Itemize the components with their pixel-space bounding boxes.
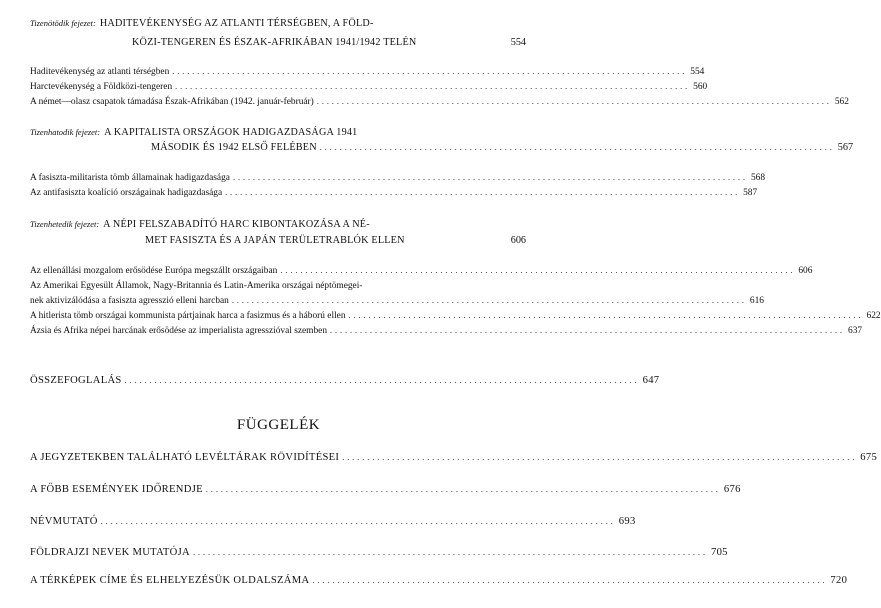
toc-entry[interactable] bbox=[30, 296, 764, 306]
chapter-title: MÁSODIK ÉS 1942 ELSŐ FELÉBEN bbox=[151, 142, 317, 153]
dot-leader: ....................................................................................................... bbox=[232, 173, 748, 182]
chapter-title: A KAPITALISTA ORSZÁGOK HADIGAZDASÁGA 1941 bbox=[104, 127, 358, 138]
appendix-title: FÜGGELÉK bbox=[236, 417, 321, 433]
dot-leader: ....................................................................................................... bbox=[175, 82, 691, 91]
toc-entry[interactable] bbox=[30, 266, 813, 276]
chapter-label: Tizenötödik fejezet: bbox=[30, 18, 96, 28]
page-number: 622 bbox=[866, 311, 881, 321]
page-number: 705 bbox=[710, 547, 728, 558]
toc-entry[interactable] bbox=[30, 547, 728, 558]
toc-entry[interactable] bbox=[30, 575, 848, 586]
chapter-title: A NÉPI FELSZABADÍTÓ HARC KIBONTAKOZÁSA A NÉ- bbox=[103, 219, 370, 230]
page-number: 562 bbox=[834, 97, 849, 107]
dot-leader: ....................................................................................................... bbox=[192, 548, 708, 557]
toc-entry[interactable] bbox=[30, 82, 708, 92]
chapter-heading-line1 bbox=[30, 127, 526, 138]
dot-leader: ....................................................................................................... bbox=[330, 326, 846, 335]
toc-entry[interactable] bbox=[30, 67, 705, 77]
entry-title: A fasiszta-militarista tömb államainak hadigazdasága bbox=[30, 173, 230, 183]
entry-title: Az ellenállási mozgalom erősödése Európa megszállt országaiban bbox=[30, 266, 278, 276]
entry-title: NÉVMUTATÓ bbox=[30, 516, 98, 527]
dot-leader: ....................................................................................................... bbox=[172, 67, 688, 76]
entry-title: Az Amerikai Egyesült Államok, Nagy-Britannia és Latin-Amerika országai néptömegei- bbox=[30, 281, 363, 291]
entry-title: A hitlerista tömb országai kommunista pártjainak harca a fasizmus és a háború ellen bbox=[30, 311, 346, 321]
page-number: 560 bbox=[693, 82, 708, 92]
dot-leader: ....................................................................................................... bbox=[319, 143, 835, 152]
toc-entry[interactable] bbox=[30, 326, 863, 336]
entry-title: Haditevékenység az atlanti térségben bbox=[30, 67, 170, 77]
dot-leader: ....................................................................................................... bbox=[280, 266, 796, 275]
page-number: 637 bbox=[848, 326, 863, 336]
page-number: 606 bbox=[798, 266, 813, 276]
chapter-heading-line2 bbox=[132, 37, 526, 48]
toc-entry[interactable] bbox=[30, 516, 636, 527]
page-number: 675 bbox=[860, 452, 878, 463]
dot-leader: ....................................................................................................... bbox=[348, 311, 864, 320]
chapter-label: Tizenhatodik fejezet: bbox=[30, 127, 101, 137]
entry-title: A JEGYZETEKBEN TALÁLHATÓ LEVÉLTÁRAK RÖVIDÍTÉSEI bbox=[30, 452, 340, 463]
page-number: 587 bbox=[743, 188, 758, 198]
page-number: 568 bbox=[750, 173, 765, 183]
page-number: 676 bbox=[723, 484, 741, 495]
toc-entry[interactable] bbox=[30, 188, 758, 198]
dot-leader: ....................................................................................................... bbox=[205, 485, 721, 494]
dot-leader: ....................................................................................................... bbox=[231, 296, 747, 305]
dot-leader: ....................................................................................................... bbox=[312, 576, 828, 585]
page-number: 606 bbox=[510, 235, 526, 246]
page-number: 693 bbox=[618, 516, 636, 527]
entry-title: nek aktivizálódása a fasiszta agresszió elleni harcban bbox=[30, 296, 229, 306]
entry-title: Ázsia és Afrika népei harcának erősödése az imperialista agresszióval szemben bbox=[30, 326, 328, 336]
page-number: 554 bbox=[690, 67, 705, 77]
dot-leader: ....................................................................................................... bbox=[316, 97, 832, 106]
page-number: 616 bbox=[749, 296, 764, 306]
toc-entry[interactable] bbox=[30, 173, 765, 183]
dot-leader: ....................................................................................................... bbox=[100, 517, 616, 526]
chapter-title: MET FASISZTA ÉS A JAPÁN TERÜLETRABLÓK ELLEN bbox=[145, 235, 405, 246]
page-number: 554 bbox=[510, 37, 526, 48]
chapter-heading-line1 bbox=[30, 18, 526, 29]
page-number: 567 bbox=[837, 142, 854, 153]
dot-leader: ....................................................................................................... bbox=[225, 188, 741, 197]
entry-title: A német—olasz csapatok támadása Észak-Afrikában (1942. január-február) bbox=[30, 97, 314, 107]
chapter-heading-line2 bbox=[145, 235, 526, 246]
toc-entry[interactable] bbox=[30, 97, 849, 107]
toc-entry-line1[interactable] bbox=[30, 281, 526, 291]
chapter-heading-line1 bbox=[30, 219, 526, 230]
page-number: 647 bbox=[642, 375, 660, 386]
entry-title: A FŐBB ESEMÉNYEK IDŐRENDJE bbox=[30, 484, 203, 495]
toc-entry[interactable] bbox=[30, 311, 881, 321]
toc-entry-summary[interactable] bbox=[30, 375, 660, 386]
entry-title: ÖSSZEFOGLALÁS bbox=[30, 375, 122, 386]
entry-title: Az antifasiszta koalíció országainak hadigazdasága bbox=[30, 188, 223, 198]
entry-title: FÖLDRAJZI NEVEK MUTATÓJA bbox=[30, 547, 190, 558]
entry-title: A TÉRKÉPEK CÍME ÉS ELHELYEZÉSÜK OLDALSZÁMA bbox=[30, 575, 310, 586]
chapter-title: KÖZI-TENGEREN ÉS ÉSZAK-AFRIKÁBAN 1941/1942 TELÉN bbox=[132, 37, 417, 48]
page-number: 720 bbox=[830, 575, 848, 586]
chapter-label: Tizenhetedik fejezet: bbox=[30, 219, 100, 229]
chapter-heading-line2 bbox=[151, 142, 854, 153]
toc-entry[interactable] bbox=[30, 452, 878, 463]
chapter-title: HADITEVÉKENYSÉG AZ ATLANTI TÉRSÉGBEN, A FÖLD- bbox=[99, 18, 374, 29]
dot-leader: ....................................................................................................... bbox=[124, 376, 640, 385]
toc-entry[interactable] bbox=[30, 484, 741, 495]
dot-leader: ....................................................................................................... bbox=[342, 453, 858, 462]
entry-title: Harctevékenység a Földközi-tengeren bbox=[30, 82, 173, 92]
